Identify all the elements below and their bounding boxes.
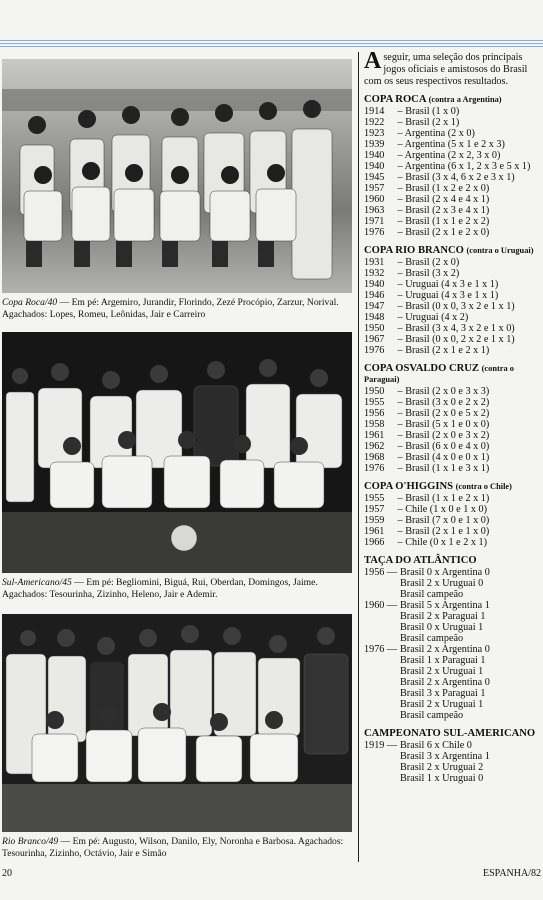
result-year: 1955 [364,493,385,504]
result-row: 1950 – Brasil (3 x 4, 3 x 2 e 1 x 0) [364,323,515,334]
result-year: 1955 [364,397,385,408]
result-row [364,710,542,721]
result-score: Brasil 1 x Paraguai 1 [400,655,486,666]
result-year: 1976 — [364,644,398,655]
result-score: Brasil campeão [400,589,464,600]
result-row: 1968 – Brasil (4 x 0 e 0 x 1) [364,452,490,463]
result-score: Brasil 2 x Argentina 0 [400,677,490,688]
page-number: 20 [2,868,12,879]
result-year: 1939 [364,139,385,150]
result-row: 1961 – Brasil (2 x 1 e 1 x 0) [364,526,490,537]
section-copa-rio-branco [364,245,542,356]
result-score: Brasil (5 x 1 e 0 x 0) [405,419,490,430]
caption-photo-2 [2,577,352,601]
result-row: 1940 – Uruguai (4 x 3 e 1 x 1) [364,279,499,290]
result-score: Brasil (2 x 0 e 3 x 3) [405,386,490,397]
result-score: Brasil 6 x Chile 0 [400,740,472,751]
section-title: COPA RIO BRANCO (contra o Uruguai) [364,245,534,256]
result-score: Brasil 2 x Paraguai 1 [400,611,486,622]
result-year: 1950 [364,386,385,397]
result-row: 1957 – Brasil (1 x 2 e 2 x 0) [364,183,490,194]
result-row [364,567,542,578]
result-year: 1961 [364,430,385,441]
result-row: 1976 – Brasil (1 x 1 e 3 x 1) [364,463,490,474]
result-score: Brasil (2 x 4 e 4 x 1) [405,194,490,205]
top-rule-2 [0,43,543,44]
result-year: 1959 [364,515,385,526]
caption-text: — Em pé: Begliomini, Biguá, Rui, Oberdan, Domingos, Jaime. Agachados: Tesourinha, Zizinho, Heleno, Jair e Ademir. [2,577,318,600]
result-year: 1950 [364,323,385,334]
results-column [364,48,542,791]
result-score: Brasil 2 x Argentina 0 [400,644,490,655]
result-score: Brasil 5 x Argentina 1 [400,600,490,611]
result-year: 1963 [364,205,385,216]
result-year: 1922 [364,117,385,128]
result-row [364,600,542,611]
result-row [364,655,542,666]
section-title: CAMPEONATO SUL-AMERICANO [364,728,536,739]
result-year: 1948 [364,312,385,323]
team-photo-copa-roca-40 [2,59,352,293]
section-copa-ohiggins [364,481,542,548]
result-score: Brasil 2 x Uruguai 0 [400,578,484,589]
result-row: 1961 – Brasil (2 x 0 e 3 x 2) [364,430,490,441]
result-row: 1955 – Brasil (1 x 1 e 2 x 1) [364,493,490,504]
result-score: Brasil campeão [400,710,464,721]
result-list [364,106,542,238]
result-row [364,644,542,655]
result-year: 1956 [364,408,385,419]
result-score: Brasil (1 x 2 e 2 x 0) [405,183,490,194]
result-score: Brasil (2 x 1 e 2 x 1) [405,345,490,356]
result-score: Brasil campeão [400,633,464,644]
result-row: 1955 – Brasil (3 x 0 e 2 x 2) [364,397,490,408]
result-row [364,677,542,688]
section-taca-do-atlantico [364,555,542,721]
result-score: Brasil (3 x 2) [405,268,460,279]
result-score: Argentina (6 x 1, 2 x 3 e 5 x 1) [404,161,531,172]
result-row [364,688,542,699]
result-score: Brasil (1 x 1 e 2 x 1) [405,493,490,504]
caption-text: — Em pé: Argemiro, Jurandir, Florindo, Zezé Procópio, Zarzur, Norival. Agachados: Lopes, Romeu, Leônidas, Jair e Carreiro [2,297,339,320]
result-year: 1947 [364,301,385,312]
result-score: Brasil (3 x 0 e 2 x 2) [405,397,490,408]
result-row: 1923 – Argentina (2 x 0) [364,128,475,139]
section-title: TAÇA DO ATLÂNTICO [364,555,477,566]
result-score: Uruguai (4 x 3 e 1 x 1) [405,279,499,290]
result-row: 1950 – Brasil (2 x 0 e 3 x 3) [364,386,490,397]
result-year: 1914 [364,106,385,117]
result-score: Brasil (2 x 0 e 3 x 2) [405,430,490,441]
team-photo-rio-branco-49 [2,614,352,832]
result-row: 1967 – Brasil (0 x 0, 2 x 2 e 1 x 1) [364,334,515,345]
result-year: 1919 — [364,740,398,751]
result-score: Brasil 0 x Argentina 0 [400,567,490,578]
result-score: Brasil (6 x 0 e 4 x 0) [405,441,490,452]
result-year: 1971 [364,216,385,227]
result-row [364,611,542,622]
result-year: 1946 [364,290,385,301]
result-row [364,740,542,751]
result-score: Brasil (1 x 1 e 3 x 1) [405,463,490,474]
result-row: 1963 – Brasil (2 x 3 e 4 x 1) [364,205,490,216]
publication-name: ESPANHA/82 [483,868,541,879]
section-copa-roca [364,94,542,238]
caption-photo-3 [2,836,352,860]
section-copa-osvaldo-cruz [364,363,542,474]
result-row: 1939 – Argentina (5 x 1 e 2 x 3) [364,139,505,150]
result-row: 1914 – Brasil (1 x 0) [364,106,460,117]
result-year: 1960 [364,194,385,205]
result-score: Brasil (0 x 0, 3 x 2 e 1 x 1) [405,301,515,312]
section-title: COPA ROCA (contra a Argentina) [364,94,502,105]
result-list [364,493,542,548]
result-year: 1945 [364,172,385,183]
caption-title: Copa Roca/40 [2,297,58,308]
result-score: Chile (0 x 1 e 2 x 1) [405,537,487,548]
result-year: 1960 — [364,600,398,611]
result-row [364,589,542,600]
result-score: Argentina (5 x 1 e 2 x 3) [404,139,505,150]
result-row: 1948 – Uruguai (4 x 2) [364,312,469,323]
caption-title: Rio Branco/49 [2,836,59,847]
result-year: 1923 [364,128,385,139]
result-score: Brasil (2 x 1) [405,117,460,128]
result-year: 1957 [364,183,385,194]
result-row [364,578,542,589]
result-year: 1966 [364,537,385,548]
result-row: 1976 – Brasil (2 x 1 e 2 x 0) [364,227,490,238]
result-score: Brasil (0 x 0, 2 x 2 e 1 x 1) [405,334,515,345]
section-title: COPA O'HIGGINS (contra o Chile) [364,481,512,492]
result-score: Brasil 1 x Uruguai 0 [400,773,484,784]
result-row [364,666,542,677]
result-row: 1940 – Argentina (2 x 2, 3 x 0) [364,150,501,161]
result-row: 1932 – Brasil (3 x 2) [364,268,460,279]
result-row: 1945 – Brasil (3 x 4, 6 x 2 e 3 x 1) [364,172,515,183]
result-year: 1976 [364,463,385,474]
team-photo-sul-americano-45 [2,332,352,573]
result-score: Brasil (3 x 4, 3 x 2 e 1 x 0) [405,323,515,334]
column-divider [358,52,359,862]
result-year: 1940 [364,150,385,161]
top-rule-3 [0,46,543,47]
result-year: 1962 [364,441,385,452]
result-score: Brasil 2 x Uruguai 2 [400,762,484,773]
result-row: 1931 – Brasil (2 x 0) [364,257,460,268]
result-year: 1976 [364,227,385,238]
caption-photo-1 [2,297,352,321]
result-score: Argentina (2 x 2, 3 x 0) [404,150,501,161]
result-row [364,622,542,633]
result-score: Brasil (2 x 0 e 5 x 2) [405,408,490,419]
result-row: 1922 – Brasil (2 x 1) [364,117,460,128]
intro-paragraph [364,48,542,88]
dropcap: A [364,48,382,74]
section-campeonato-sul-americano [364,728,542,784]
result-row: 1960 – Brasil (2 x 4 e 4 x 1) [364,194,490,205]
intro-text: seguir, uma seleção dos principais jogos oficiais e amistosos do Brasil com os seus respectivos resultados. [364,52,528,87]
result-score: Brasil (3 x 4, 6 x 2 e 3 x 1) [405,172,515,183]
result-row [364,773,542,784]
result-score: Brasil 2 x Uruguai 1 [400,666,484,677]
result-score: Brasil (2 x 0) [405,257,460,268]
result-row: 1976 – Brasil (2 x 1 e 2 x 1) [364,345,490,356]
result-row: 1971 – Brasil (1 x 1 e 2 x 2) [364,216,490,227]
result-row [364,699,542,710]
result-year: 1976 [364,345,385,356]
result-year: 1940 [364,161,385,172]
top-rule [0,40,543,41]
result-score: Brasil (2 x 1 e 1 x 0) [405,526,490,537]
result-year: 1968 [364,452,385,463]
result-row [364,751,542,762]
result-row: 1962 – Brasil (6 x 0 e 4 x 0) [364,441,490,452]
result-year: 1957 [364,504,385,515]
result-year: 1958 [364,419,385,430]
result-score: Brasil (2 x 1 e 2 x 0) [405,227,490,238]
result-year: 1967 [364,334,385,345]
result-row: 1947 – Brasil (0 x 0, 3 x 2 e 1 x 1) [364,301,515,312]
result-score: Brasil 2 x Uruguai 1 [400,699,484,710]
result-score: Brasil 3 x Paraguai 1 [400,688,486,699]
result-list [364,386,542,474]
result-row: 1957 – Chile (1 x 0 e 1 x 0) [364,504,487,515]
result-year: 1940 [364,279,385,290]
result-year: 1931 [364,257,385,268]
result-score: Chile (1 x 0 e 1 x 0) [405,504,487,515]
result-row: 1946 – Uruguai (4 x 3 e 1 x 1) [364,290,499,301]
result-score: Brasil (4 x 0 e 0 x 1) [405,452,490,463]
result-score: Uruguai (4 x 2) [405,312,469,323]
result-score: Argentina (2 x 0) [404,128,475,139]
result-year: 1956 — [364,567,398,578]
result-row: 1956 – Brasil (2 x 0 e 5 x 2) [364,408,490,419]
result-row [364,762,542,773]
result-score: Uruguai (4 x 3 e 1 x 1) [405,290,499,301]
result-score: Brasil 3 x Argentina 1 [400,751,490,762]
result-year: 1961 [364,526,385,537]
result-score: Brasil (1 x 1 e 2 x 2) [405,216,490,227]
caption-text: — Em pé: Augusto, Wilson, Danilo, Ely, Noronha e Barbosa. Agachados: Tesourinha, Zizinho, Octávio, Jair e Simão [2,836,344,859]
section-title: COPA OSVALDO CRUZ (contra o Paraguai) [364,363,514,384]
result-row [364,633,542,644]
caption-title: Sul-Americano/45 [2,577,72,588]
result-score: Brasil (7 x 0 e 1 x 0) [405,515,490,526]
result-list [364,740,542,784]
result-row: 1958 – Brasil (5 x 1 e 0 x 0) [364,419,490,430]
result-list [364,567,542,721]
result-row: 1959 – Brasil (7 x 0 e 1 x 0) [364,515,490,526]
result-score: Brasil (2 x 3 e 4 x 1) [405,205,490,216]
result-score: Brasil 0 x Uruguai 1 [400,622,484,633]
result-score: Brasil (1 x 0) [405,106,460,117]
result-row: 1940 – Argentina (6 x 1, 2 x 3 e 5 x 1) [364,161,531,172]
result-list [364,257,542,356]
result-year: 1932 [364,268,385,279]
result-row: 1966 – Chile (0 x 1 e 2 x 1) [364,537,487,548]
